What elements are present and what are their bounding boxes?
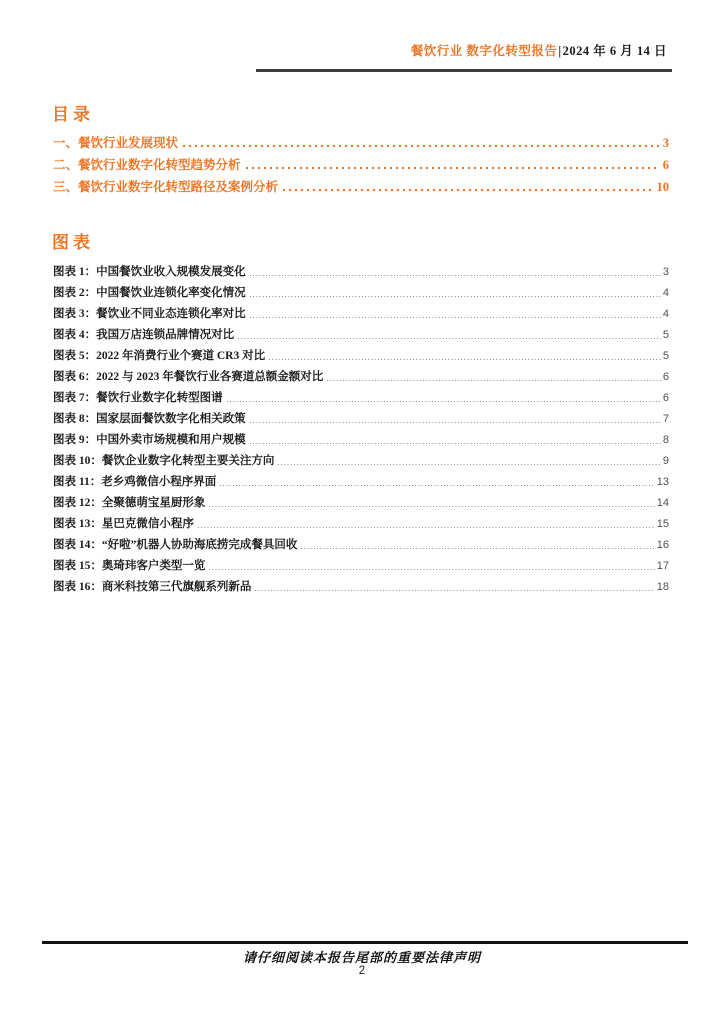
dotted-leader [250, 422, 661, 423]
dotted-leader [227, 401, 661, 402]
dotted-leader [269, 359, 661, 360]
toc-item-page: 10 [656, 179, 669, 194]
dotted-leader [301, 548, 654, 549]
header-divider [256, 69, 672, 72]
figure-page: 14 [656, 497, 669, 510]
figures-list [53, 261, 669, 597]
footer-divider [42, 941, 688, 944]
figures-heading: 图表 [52, 233, 94, 252]
figure-label[interactable]: 图表 6：2022 与 2023 年餐饮行业各赛道总额金额对比 [53, 370, 324, 383]
figure-label[interactable]: 图表 1：中国餐饮业收入规模发展变化 [53, 265, 246, 278]
dotted-leader [250, 275, 661, 276]
header-report-title: 餐饮行业 数字化转型报告 [410, 44, 558, 58]
figure-label[interactable]: 图表 8：国家层面餐饮数字化相关政策 [53, 412, 246, 425]
dotted-leader [250, 443, 661, 444]
figure-toc-row[interactable] [53, 345, 669, 366]
toc-item-label[interactable]: 一、餐饮行业发展现状 [53, 135, 179, 150]
dotted-leader [278, 464, 661, 465]
figure-toc-row[interactable] [53, 261, 669, 282]
figure-page: 8 [662, 434, 669, 447]
figure-toc-row[interactable] [53, 303, 669, 324]
figure-page: 17 [656, 560, 669, 573]
dotted-leader [250, 296, 661, 297]
figure-page: 13 [656, 476, 669, 489]
toc-list [53, 131, 669, 197]
figure-page: 6 [662, 392, 669, 405]
figure-page: 4 [662, 308, 669, 321]
figure-toc-row[interactable] [53, 450, 669, 471]
dotted-leader [327, 380, 661, 381]
footer-disclaimer: 请仔细阅读本报告尾部的重要法律声明 [242, 950, 481, 965]
figure-toc-row[interactable] [53, 555, 669, 576]
dotted-leader [255, 590, 654, 591]
toc-item-page: 6 [662, 157, 669, 172]
figure-toc-row[interactable] [53, 324, 669, 345]
figure-label[interactable]: 图表 16：商米科技第三代旗舰系列新品 [53, 580, 252, 593]
figure-toc-row[interactable] [53, 429, 669, 450]
figure-label[interactable]: 图表 3：餐饮业不同业态连锁化率对比 [53, 307, 246, 320]
dotted-leader [198, 527, 655, 528]
dotted-leader [209, 569, 654, 570]
header-separator: | [558, 44, 562, 58]
figure-page: 16 [656, 539, 669, 552]
dotted-leader [283, 189, 653, 191]
figure-page: 6 [662, 371, 669, 384]
toc-item-page: 3 [662, 135, 669, 150]
dotted-leader [238, 338, 661, 339]
toc-item-label[interactable]: 三、餐饮行业数字化转型路径及案例分析 [53, 179, 279, 194]
figure-page: 15 [656, 518, 669, 531]
figure-toc-row[interactable] [53, 576, 669, 597]
figure-label[interactable]: 图表 10：餐饮企业数字化转型主要关注方向 [53, 454, 275, 467]
toc-row[interactable] [53, 175, 669, 197]
figure-toc-row[interactable] [53, 513, 669, 534]
figure-label[interactable]: 图表 15：奥琦玮客户类型一览 [53, 559, 206, 572]
figure-page: 5 [662, 329, 669, 342]
figure-toc-row[interactable] [53, 492, 669, 513]
dotted-leader [220, 485, 655, 486]
dotted-leader [209, 506, 654, 507]
toc-row[interactable] [53, 131, 669, 153]
figure-page: 5 [662, 350, 669, 363]
dotted-leader [250, 317, 661, 318]
figure-toc-row[interactable] [53, 387, 669, 408]
figure-label[interactable]: 图表 9：中国外卖市场规模和用户规模 [53, 433, 246, 446]
toc-heading: 目录 [52, 105, 94, 124]
dotted-leader [246, 167, 660, 169]
figure-toc-row[interactable] [53, 471, 669, 492]
page-number: 2 [358, 965, 366, 977]
figure-page: 7 [662, 413, 669, 426]
figure-label[interactable]: 图表 12：全聚德萌宝星厨形象 [53, 496, 206, 509]
figure-toc-row[interactable] [53, 534, 669, 555]
header-date: 2024 年 6 月 14 日 [562, 44, 667, 58]
figure-label[interactable]: 图表 4：我国万店连锁品牌情况对比 [53, 328, 235, 341]
figure-toc-row[interactable] [53, 282, 669, 303]
figure-page: 18 [656, 581, 669, 594]
toc-row[interactable] [53, 153, 669, 175]
figure-page: 4 [662, 287, 669, 300]
figure-label[interactable]: 图表 13：星巴克微信小程序 [53, 517, 194, 530]
figure-toc-row[interactable] [53, 366, 669, 387]
figure-page: 9 [662, 455, 669, 468]
figure-label[interactable]: 图表 2：中国餐饮业连锁化率变化情况 [53, 286, 246, 299]
figure-label[interactable]: 图表 7：餐饮行业数字化转型图谱 [53, 391, 223, 404]
figure-toc-row[interactable] [53, 408, 669, 429]
dotted-leader [183, 145, 660, 147]
figure-label[interactable]: 图表 5：2022 年消费行业个赛道 CR3 对比 [53, 349, 266, 362]
report-header [411, 41, 667, 59]
figure-label[interactable]: 图表 14：“好啦”机器人协助海底捞完成餐具回收 [53, 538, 298, 551]
figure-label[interactable]: 图表 11：老乡鸡微信小程序界面 [53, 475, 217, 488]
toc-item-label[interactable]: 二、餐饮行业数字化转型趋势分析 [53, 157, 241, 172]
figure-page: 3 [662, 266, 669, 279]
